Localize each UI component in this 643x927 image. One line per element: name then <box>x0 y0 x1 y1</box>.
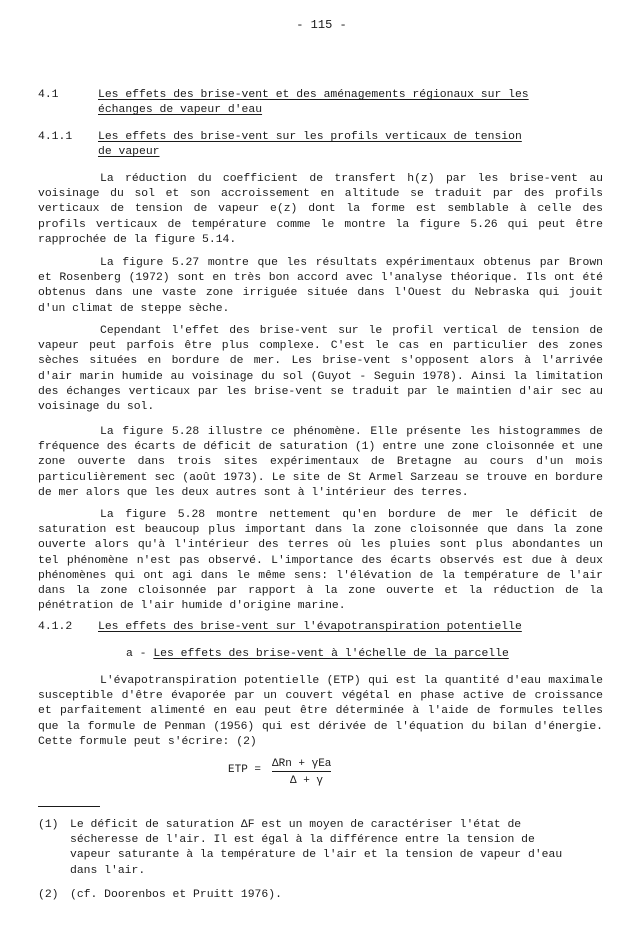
paragraph-etp: L'évapotranspiration potentielle (ETP) qui est la quantité d'eau maximale susceptible d'être évaporée par un couvert végétal en phase active de croissance et parfaitement alimenté en eau peut être déterminée à l'aide de formules telles que la formule de Penman (1956) qui est dérivée de l'équation du bilan d'énergie. Cette formule peut s'écrire: (2) <box>38 675 603 748</box>
paragraph-1: La réduction du coefficient de transfert h(z) par les brise-vent au voisinage du sol et son accroissement en altitude se traduit par des profils verticaux de tension de vapeur e(z) dont la forme est semblable à celle des profils verticaux de température comme le montre la figure 5.26 qui peut être rapprochée de la figure 5.14. <box>38 173 603 246</box>
subsection-a-title: Les effets des brise-vent à l'échelle de la parcelle <box>153 648 509 660</box>
paragraph-4: La figure 5.28 illustre ce phénomène. Elle présente les histogrammes de fréquence des écarts de déficit de saturation (1) entre une zone cloisonnée et une zone ouverte dans trois sites expérimentaux de Bretagne au cours d'un mois particulièrement sec (août 1973). Le site de St Armel Sarzeau se trouve en bordure de mer alors que les deux autres sont à l'intérieur des terres. <box>38 426 603 499</box>
formula-numerator: ΔRn + γEa <box>272 758 332 770</box>
footnote-1-text: Le déficit de saturation ΔF est un moyen de caractériser l'état de sécheresse de l'air. Il est égal à la différence entre la tension de vapeur saturante à la température de l'air et la tension de vapeur d'eau dans l'air. <box>70 819 563 877</box>
footnote-1-marker: (1) <box>38 819 59 831</box>
formula-denominator: Δ + γ <box>290 775 324 787</box>
footnote-2-marker: (2) <box>38 889 59 901</box>
section-4-1-2-title: Les effets des brise-vent sur l'évapotranspiration potentielle <box>98 621 522 633</box>
section-4-1-number: 4.1 <box>38 89 59 101</box>
subsection-a-prefix: a - <box>126 648 154 660</box>
paragraph-5: La figure 5.28 montre nettement qu'en bordure de mer le déficit de saturation est beaucoup plus important dans la zone cloisonnée que dans la zone ouverte alors qu'à l'intérieur des terres où les pluies sont plus abondantes un tel phénomène n'est pas observé. L'importance des écarts observés est due à deux phénomènes qui ont agi dans le même sens: l'élévation de la température de l'air dans la zone cloisonnée par rapport à la zone ouverte et la réduction de la pénétration de l'air humide d'origine marine. <box>38 509 603 613</box>
formula-lhs: ETP = <box>228 764 262 776</box>
section-4-1-1-title-line2: de vapeur <box>98 146 160 158</box>
section-4-1-title-line2: échanges de vapeur d'eau <box>98 104 263 116</box>
section-4-1-2-number: 4.1.2 <box>38 621 73 633</box>
section-4-1-title-line1: Les effets des brise-vent et des aménagements régionaux sur les <box>98 89 529 101</box>
page-number: - 115 - <box>296 18 347 32</box>
section-4-1-1-title-line1: Les effets des brise-vent sur les profils verticaux de tension <box>98 131 522 143</box>
section-4-1-1-number: 4.1.1 <box>38 131 73 143</box>
paragraph-3: Cependant l'effet des brise-vent sur le profil vertical de tension de vapeur peut parfois être plus complexe. C'est le cas en particulier des zones sèches situées en bordure de mer. Les brise-vent s'opposent alors à l'arrivée d'air marin humide au voisinage du sol (Guyot - Seguin 1978). Ainsi la limitation des échanges verticaux par les brise-vent se traduit par le maintien d'air sec au voisinage du sol. <box>38 325 603 414</box>
subsection-a-heading <box>126 647 509 662</box>
footnote-divider <box>38 806 100 807</box>
footnote-2-text: (cf. Doorenbos et Pruitt 1976). <box>70 889 282 901</box>
paragraph-2: La figure 5.27 montre que les résultats expérimentaux obtenus par Brown et Rosenberg (1972) sont en très bon accord avec l'analyse théorique. Ils ont été obtenus dans une vaste zone irriguée située dans l'Ouest du Nebraska qui jouit d'un climat de steppe sèche. <box>38 257 603 315</box>
